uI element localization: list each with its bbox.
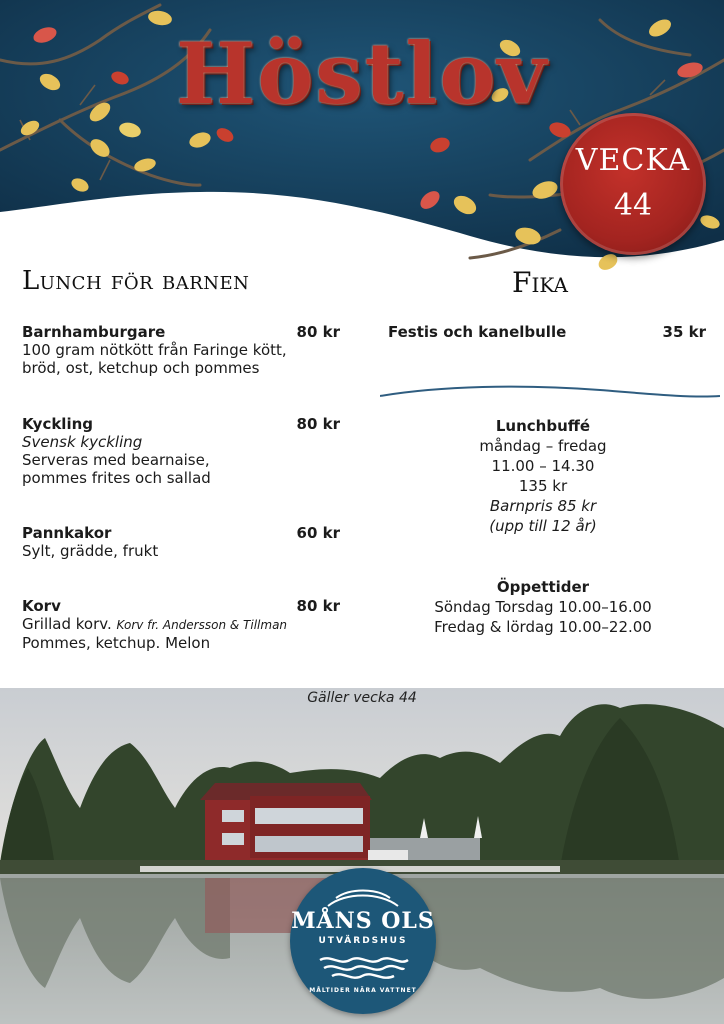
item-name: Korv bbox=[22, 597, 61, 615]
item-note: Korv fr. Andersson & Tillman bbox=[116, 618, 288, 632]
logo-subtitle: UTVÄRDSHUS bbox=[318, 936, 408, 946]
fika-item bbox=[388, 323, 706, 341]
opening-line-1: Söndag Torsdag 10.00–16.00 bbox=[434, 598, 652, 616]
item-price: 60 kr bbox=[296, 524, 340, 542]
week-badge bbox=[560, 113, 706, 255]
item-price: 80 kr bbox=[296, 597, 340, 615]
buffet-heading: Lunchbuffé bbox=[495, 417, 591, 435]
lunch-heading: Lunch för barnen bbox=[22, 266, 250, 296]
item-subtitle: Svensk kyckling bbox=[22, 433, 143, 451]
buffet-child-price: Barnpris 85 kr bbox=[489, 497, 597, 515]
item-desc: Sylt, grädde, frukt bbox=[22, 542, 159, 560]
item-desc: Pommes, ketchup. Melon bbox=[22, 634, 211, 652]
header-banner bbox=[0, 0, 724, 280]
buffet-days: måndag – fredag bbox=[479, 437, 607, 455]
wave-divider bbox=[380, 382, 720, 406]
item-name: Barnhamburgare bbox=[22, 323, 166, 341]
menu-item-barnhamburgare bbox=[22, 323, 340, 377]
badge-week-label: VECKA bbox=[575, 143, 691, 178]
item-name: Pannkakor bbox=[22, 524, 112, 542]
menu-item-korv bbox=[22, 597, 340, 652]
page-title: Höstlov bbox=[175, 24, 549, 123]
item-price: 80 kr bbox=[296, 323, 340, 341]
fika-item-name: Festis och kanelbulle bbox=[388, 323, 567, 341]
logo-tagline: MÅLTIDER NÄRA VATTNET bbox=[309, 987, 417, 994]
item-desc: 100 gram nötkött från Faringe kött, bbox=[22, 341, 287, 359]
item-desc: pommes frites och sallad bbox=[22, 469, 211, 487]
fika-item-price: 35 kr bbox=[662, 323, 706, 341]
buffet-price: 135 kr bbox=[518, 477, 568, 495]
item-desc-line bbox=[22, 615, 340, 634]
item-desc: Serveras med bearnaise, bbox=[22, 451, 210, 469]
brand-logo bbox=[290, 868, 436, 1014]
buffet-hours: 11.00 – 14.30 bbox=[491, 457, 595, 475]
logo-brand: MÅNS OLS bbox=[291, 908, 435, 934]
opening-heading: Öppettider bbox=[496, 578, 590, 596]
validity-note: Gäller vecka 44 bbox=[307, 690, 417, 706]
menu-item-pannkakor bbox=[22, 524, 340, 560]
menu-item-kyckling bbox=[22, 415, 340, 487]
buffet-child-note: (upp till 12 år) bbox=[489, 517, 597, 535]
item-price: 80 kr bbox=[296, 415, 340, 433]
item-desc: Grillad korv. bbox=[22, 615, 112, 633]
badge-week-number: 44 bbox=[613, 188, 653, 223]
opening-line-2: Fredag & lördag 10.00–22.00 bbox=[434, 618, 652, 636]
item-desc: bröd, ost, ketchup och pommes bbox=[22, 359, 260, 377]
buffet-info bbox=[388, 416, 698, 536]
fika-heading: Fika bbox=[512, 266, 568, 299]
opening-hours bbox=[388, 577, 698, 637]
item-name: Kyckling bbox=[22, 415, 94, 433]
